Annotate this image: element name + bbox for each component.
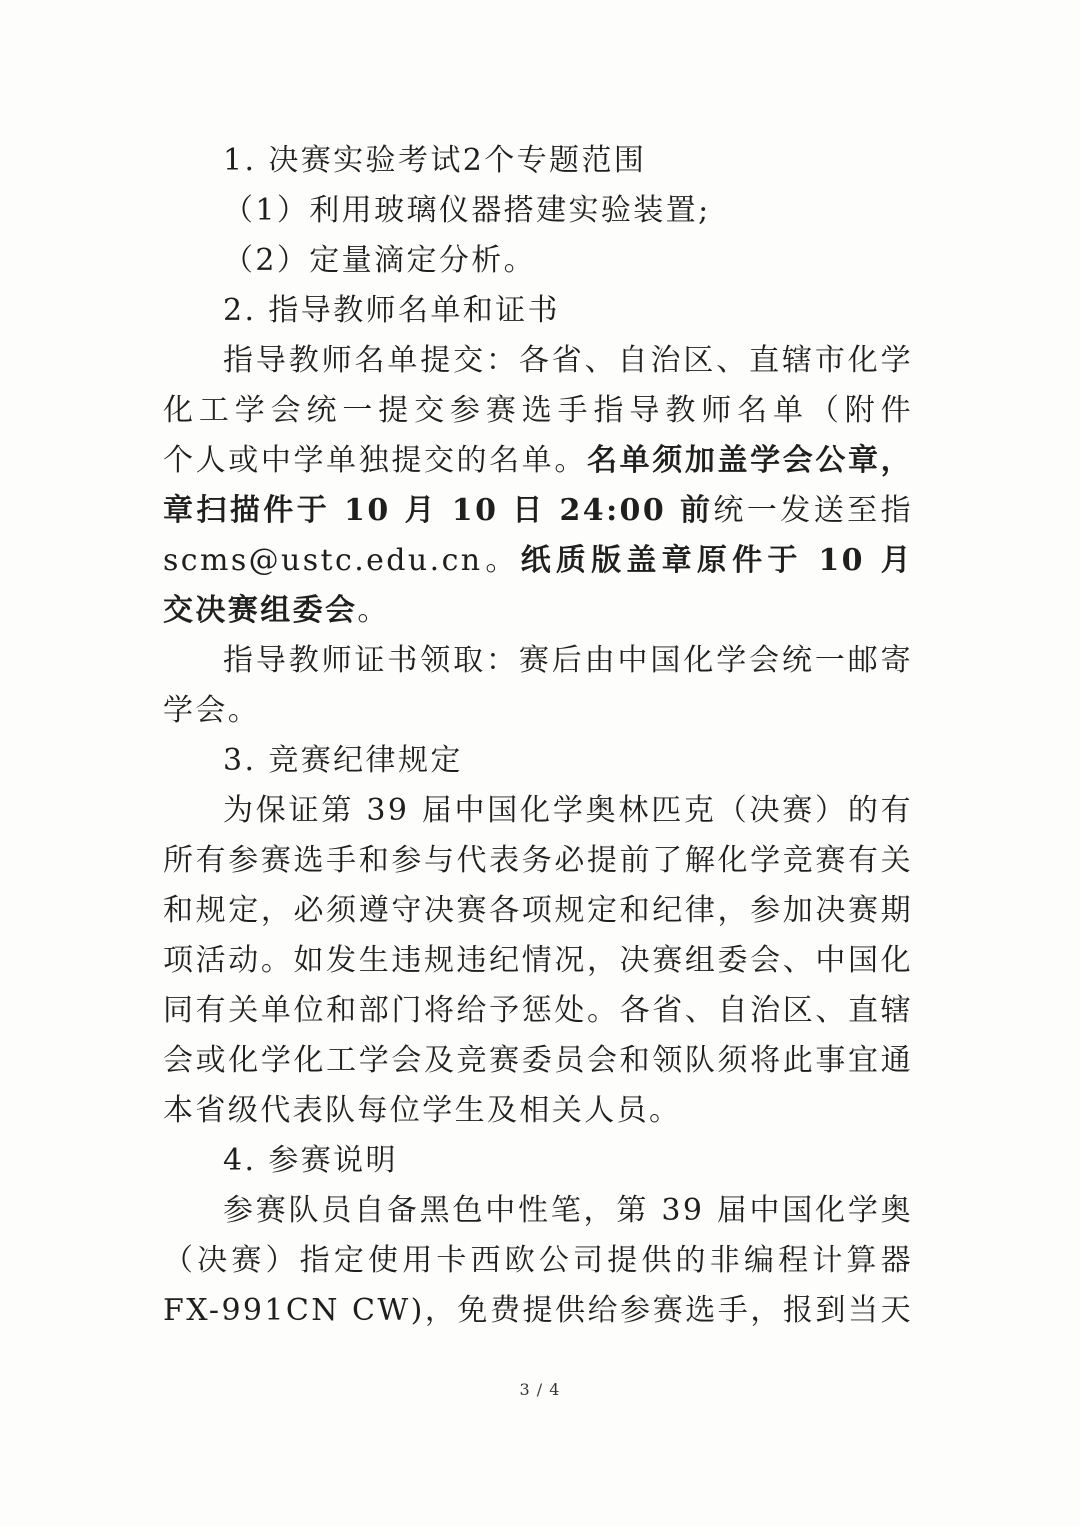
paragraph-line: 项活动。如发生违规违纪情况，决赛组委会、中国化 xyxy=(163,943,913,978)
email-text: scms@ustc.edu.cn。 xyxy=(163,543,521,578)
text-run: 。 xyxy=(357,593,390,628)
paragraph-line xyxy=(163,536,913,586)
paragraph-line: （决赛）指定使用卡西欧公司提供的非编程计算器 xyxy=(163,1243,913,1278)
paragraph-line: 指导教师证书领取：赛后由中国化学会统一邮寄 xyxy=(223,643,913,678)
list-item-2: （2）定量滴定分析。 xyxy=(223,243,537,278)
paragraph-line: 所有参赛选手和参与代表务必提前了解化学竞赛有关 xyxy=(163,843,913,878)
text-run: 个人或中学单独提交的名单。 xyxy=(163,443,588,478)
document-body xyxy=(163,136,913,1336)
page-number: 3 / 4 xyxy=(519,1380,561,1399)
paragraph-line xyxy=(163,586,913,636)
list-item-1: （1）利用玻璃仪器搭建实验装置; xyxy=(223,193,711,228)
bold-text-run: 章扫描件于 10 月 10 日 24:00 前 xyxy=(163,493,714,528)
text-run: 统一发送至指 xyxy=(713,493,913,528)
heading-1: 1. 决赛实验考试2个专题范围 xyxy=(223,143,647,178)
paragraph-line: 为保证第 39 届中国化学奥林匹克（决赛）的有 xyxy=(223,793,913,828)
heading-2: 2. 指导教师名单和证书 xyxy=(223,293,560,328)
paragraph-line: 同有关单位和部门将给予惩处。各省、自治区、直辖 xyxy=(163,993,913,1028)
paragraph-line: FX-991CN CW)，免费提供给参赛选手，报到当天 xyxy=(163,1293,913,1328)
bold-text-run: 纸质版盖章原件于 10 月 xyxy=(520,543,913,578)
paragraph-line: 会或化学化工学会及竞赛委员会和领队须将此事宜通 xyxy=(163,1043,913,1078)
paragraph-line xyxy=(163,436,913,486)
paragraph-line: 指导教师名单提交：各省、自治区、直辖市化学 xyxy=(223,343,913,378)
paragraph-line: 学会。 xyxy=(163,693,261,728)
paragraph-line xyxy=(163,486,913,536)
paragraph-line: 化工学会统一提交参赛选手指导教师名单（附件 xyxy=(163,393,913,428)
bold-text-run: 交决赛组委会 xyxy=(163,593,358,628)
paragraph-line: 本省级代表队每位学生及相关人员。 xyxy=(163,1093,682,1128)
paragraph-line: 参赛队员自备黑色中性笔，第 39 届中国化学奥 xyxy=(223,1193,913,1228)
bold-text-run: 名单须加盖学会公章， xyxy=(587,443,913,478)
heading-4: 4. 参赛说明 xyxy=(223,1143,398,1178)
paragraph-line: 和规定，必须遵守决赛各项规定和纪律，参加决赛期 xyxy=(163,893,913,928)
heading-3: 3. 竞赛纪律规定 xyxy=(223,743,463,778)
